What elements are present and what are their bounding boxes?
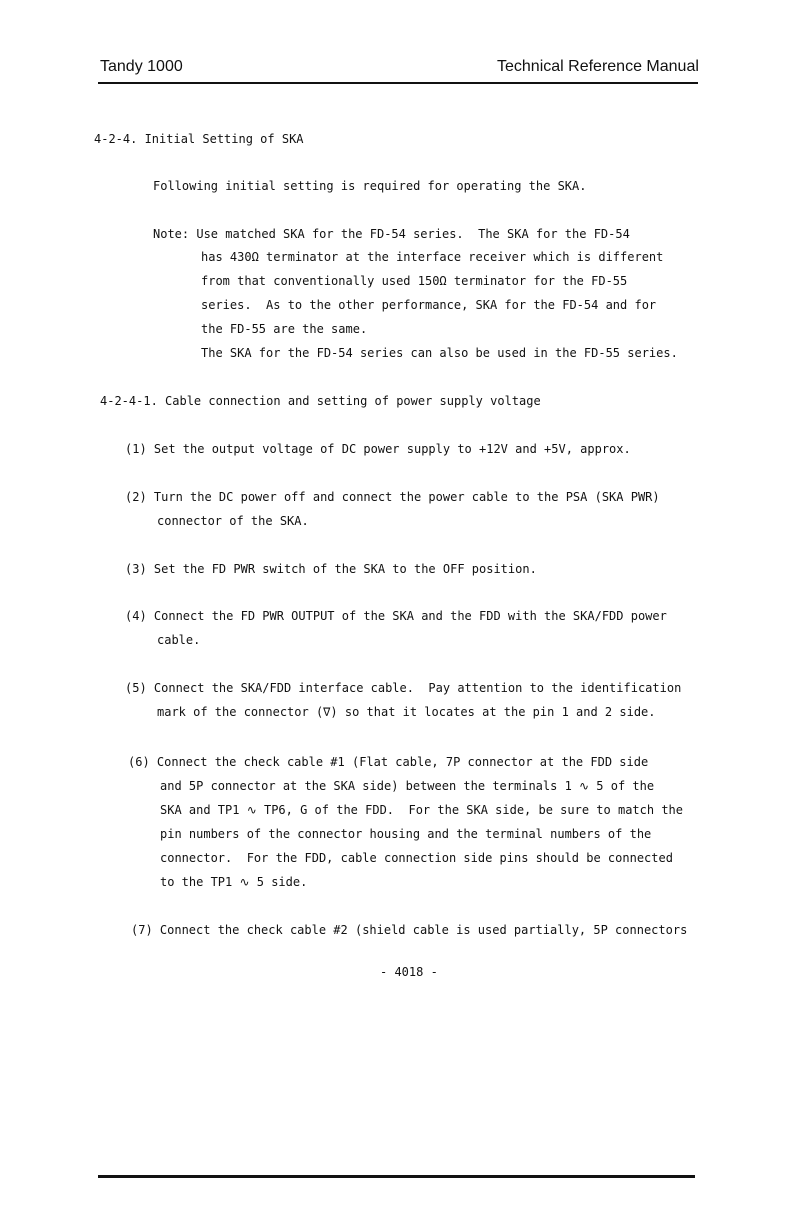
- step-5: (5) Connect the SKA/FDD interface cable. Pay attention to the identification: [125, 681, 682, 695]
- step-6-continued: pin numbers of the connector housing and the terminal numbers of the: [160, 827, 652, 841]
- header-left-title: Tandy 1000: [100, 58, 183, 75]
- page-number: - 4018 -: [380, 965, 438, 979]
- header-right-title: Technical Reference Manual: [497, 58, 699, 75]
- step-7: (7) Connect the check cable #2 (shield cable is used partially, 5P connectors: [131, 923, 688, 937]
- step-4-continued: cable.: [157, 633, 201, 647]
- step-1: (1) Set the output voltage of DC power supply to +12V and +5V, approx.: [125, 442, 631, 456]
- step-6-continued: to the TP1 ∿ 5 side.: [160, 875, 308, 889]
- footer-rule: [98, 1175, 695, 1178]
- header-rule: [98, 82, 698, 84]
- note-line: Note: Use matched SKA for the FD-54 series. The SKA for the FD-54: [153, 227, 630, 241]
- note-line: The SKA for the FD-54 series can also be used in the FD-55 series.: [201, 346, 678, 360]
- note-line: has 430Ω terminator at the interface receiver which is different: [201, 250, 664, 264]
- note-line: the FD-55 are the same.: [201, 322, 368, 336]
- section-heading: 4-2-4. Initial Setting of SKA: [94, 132, 304, 146]
- step-3: (3) Set the FD PWR switch of the SKA to the OFF position.: [125, 562, 537, 576]
- step-5-continued: mark of the connector (∇) so that it locates at the pin 1 and 2 side.: [157, 705, 656, 719]
- note-line: from that conventionally used 150Ω terminator for the FD-55: [201, 274, 628, 288]
- step-2-continued: connector of the SKA.: [157, 514, 309, 528]
- step-6-continued: connector. For the FDD, cable connection side pins should be connected: [160, 851, 673, 865]
- step-6: (6) Connect the check cable #1 (Flat cable, 7P connector at the FDD side: [128, 755, 649, 769]
- subsection-heading: 4-2-4-1. Cable connection and setting of power supply voltage: [100, 394, 541, 408]
- note-line: series. As to the other performance, SKA for the FD-54 and for: [201, 298, 657, 312]
- step-4: (4) Connect the FD PWR OUTPUT of the SKA and the FDD with the SKA/FDD power: [125, 609, 667, 623]
- step-6-continued: and 5P connector at the SKA side) between the terminals 1 ∿ 5 of the: [160, 779, 655, 793]
- step-6-continued: SKA and TP1 ∿ TP6, G of the FDD. For the SKA side, be sure to match the: [160, 803, 684, 817]
- step-2: (2) Turn the DC power off and connect the power cable to the PSA (SKA PWR): [125, 490, 660, 504]
- intro-text: Following initial setting is required for operating the SKA.: [153, 179, 587, 193]
